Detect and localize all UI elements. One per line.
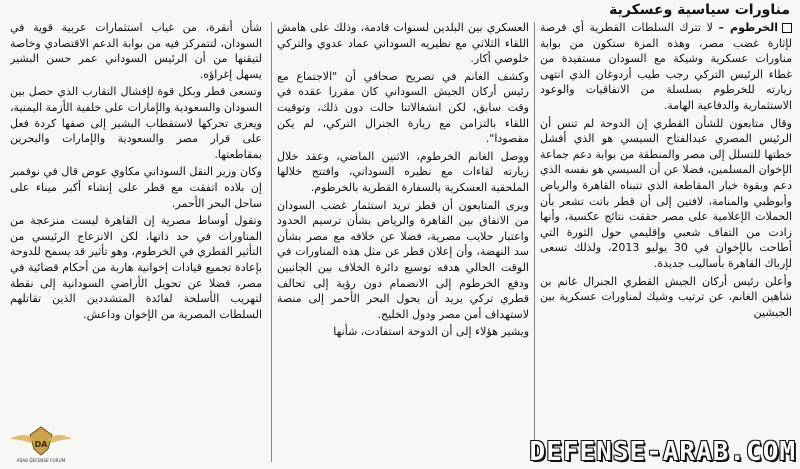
article-paragraph: وكان وزير النقل السوداني مكاوي عوض قال في نوفمبر إن بلاده اتفقت مع قطر على إنشاء أكبر ميناء على ساحل البحر الأحمر. — [10, 165, 262, 210]
article-paragraph: وتسعى قطر وبكل قوة لإفشال التقارب الذي حصل بين السودان والسعودية والإمارات على خلفية الأزمة اليمنية، ويعزى تحركها لاستقطاب البشير إلى صفها كردة فعل على قرار مصر والسعودية والإمارات والبحرين بمقاطعتها. — [10, 85, 262, 161]
article-paragraph: ويرى المتابعون أن قطر تريد استثمار غضب السودان من الاتفاق بين القاهرة والرياض بشأن ترسيم الحدود واعتبار حلايب مصرية، فضلا عن خلافه مع مصر بشأن سد النهضة، وأن إعلان قطر عن مثل هذه المناورات في الوقت الحالي هدفه توسيع دائرة الخلاف بين الجانبين ودفع الخرطوم إلى الانضمام دون رؤية إلى تحالف قطري تركي يريد أن يحول البحر الأحمر إلى منصة لاستهداف أمن مصر ودول الخليج. — [277, 198, 529, 321]
article-headline: مناورات سياسية وعسكرية — [609, 2, 790, 18]
article-paragraph — [540, 20, 792, 114]
article-paragraph: وكشف الغانم في تصريح صحافي أن "الاجتماع مع رئيس أركان الجيش السوداني كان مقررا عقده في وقت سابق، لكن انشغالاتنا حالت دون ذلك، وتوقيت اللقاء بالتزامن مع زيارة الجنرال التركي، لم يكن مقصودا". — [277, 69, 529, 146]
dateline: الخرطوم – — [718, 21, 779, 34]
site-watermark: DEFENSE-ARAB.COM — [529, 437, 796, 467]
article-paragraph: شأن أنقرة، من غياب استثمارات عربية قوية في السودان، لتتمركز فيه من بوابة الدعم الاقتصادي وخاصة لتيقنها من أن الرئيس السوداني عمر حسن البشير يسهل إغراؤه. — [10, 21, 262, 81]
article-column-1 — [540, 20, 792, 467]
column-divider — [271, 22, 272, 462]
article-paragraph: العسكري بين البلدين لسنوات قادمة، وذلك على هامش اللقاء الثلاثي مع نظيريه السوداني عماد عدوي والتركي خلوصي أكار. — [277, 21, 529, 66]
article-paragraph: ووصل الغانم الخرطوم، الاثنين الماضي، وعقد خلال زيارته لقاءات مع نظيره السوداني، وافتتح خلالها الملحقية العسكرية بالسفارة القطرية بالخرطوم. — [277, 149, 529, 194]
svg-text:DA: DA — [34, 440, 48, 449]
article-column-3 — [10, 20, 262, 467]
svg-text:ARAB DEFENSE FORUM: ARAB DEFENSE FORUM — [16, 458, 66, 463]
paragraph-text: لا تترك السلطات القطرية أي فرصة لإثارة غضب مصر، وهذه المرة ستكون من بوابة مناورات عسكرية وشيكة مع السودان مستفيدة من غطاء الرئيس التركي رجب طيب أردوغان الذي انتهى زيارته للخرطوم بسلسلة من الاتفاقيات والوعود الاستثمارية والدفاعية الهامة. — [540, 21, 792, 112]
article-paragraph: وقال متابعون للشأن القطري إن الدوحة لم تنس أن الرئيس المصري عبدالفتاح السيسي هو الذي أفشل خطتها للتسلل إلى مصر والمنطقة من بوابة دعم جماعة الإخوان المسلمين، فضلا عن أن السيسي هو نفسه الذي دعم وبقوة خيار المقاطعة الذي تتبناه القاهرة والرياض وأبوظبي والمنامة، لافتين إلى أن قطر باتت تشعر بأن الحملات الإعلامية على مصر حققت نتائج عكسية، وأنها زادت من التفاف شعبي وإقليمي حول الثورة التي أطاحت بالإخوان في 30 يوليو 2013، ولذلك تسعى لإرباك القاهرة بأساليب جديدة. — [540, 116, 792, 270]
article-paragraph: ويشير هؤلاء إلى أن الدوحة استفادت، شأنها — [333, 325, 529, 339]
article-column-2 — [277, 20, 529, 467]
article-paragraph: وتقول أوساط مصرية إن القاهرة ليست منزعجة من المناورات في حد ذاتها، لكن الانزعاج الرئيسي من التأثير القطري في الخرطوم، وهو تأثير قد يسمح للدوحة بإعادة تجميع قيادات إخوانية هاربة من أحكام قضائية في مصر، فضلا عن تحويل الأراضي السودانية إلى نقطة لتهريب الأسلحة لفائدة المتشددين الذين تقاتلهم السلطات المصرية من الإخوان وداعش. — [10, 214, 262, 321]
square-bullet-icon — [782, 23, 792, 33]
forum-logo-icon — [8, 425, 74, 465]
article-paragraph: وأعلن رئيس أركان الجيش القطري الجنرال غانم بن شاهين الغانم، عن ترتيب وشيك لمناورات عسكرية بين الجيشين — [540, 274, 792, 319]
column-divider — [534, 22, 535, 462]
